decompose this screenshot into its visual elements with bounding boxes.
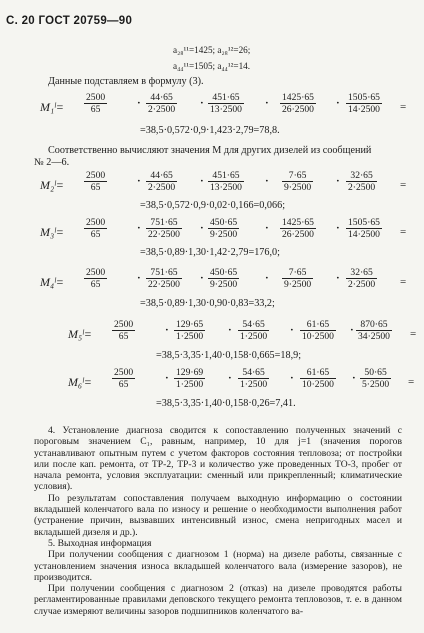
multiply-sign: · (137, 222, 141, 234)
fraction: $\frac{450\cdot 65}{9\cdot 2500}$ (210, 267, 238, 290)
coefficients-line-1: a₂₈¹¹=1425; a₂₈¹²=26; (173, 45, 251, 55)
fraction: $\frac{129\cdot 69}{1\cdot 2500}$ (176, 367, 204, 390)
multiply-sign: · (265, 222, 269, 234)
fraction: $\frac{44\cdot 65}{2\cdot 2500}$ (148, 170, 176, 193)
multiply-sign: · (352, 372, 356, 384)
multiply-sign: · (165, 372, 169, 384)
body-text (34, 425, 402, 617)
formula-result: =38,5·3,35·1,40·0,158·0,665=18,9; (156, 350, 302, 361)
equals-sign: = (410, 328, 417, 340)
fraction: $\frac{1425\cdot 65}{26\cdot 2500}$ (282, 92, 314, 115)
fraction: $\frac{7\cdot 65}{9\cdot 2500}$ (284, 170, 312, 193)
mid-text-line-1: Соответственно вычисляют значения M для других дизелей из сообщений (48, 145, 372, 156)
fraction: $\frac{54\cdot 65}{1\cdot 2500}$ (240, 319, 268, 342)
section-heading-output: 5. Выходная информация (48, 537, 152, 549)
formula-label: M₄ˡ= (40, 275, 64, 289)
fraction: $\frac{61\cdot 65}{10\cdot 2500}$ (302, 319, 334, 342)
paragraph-diagnosis-2: При получении сообщения с диагнозом 2 (отказ) на дизеле проводятся работы регламентированные правилами деповского текущего ремонта тепловозов, т. е. в данном случае измеряют величины зазоров подшипников коленчатого ва- (34, 583, 402, 617)
formula-label: M₃ˡ= (40, 225, 64, 239)
formula-result: =38,5·3,35·1,40·0,158·0,26=7,41. (156, 398, 296, 409)
multiply-sign: · (137, 272, 141, 284)
equals-sign: = (400, 179, 407, 191)
equals-sign: = (408, 376, 415, 388)
fraction: $\frac{2500}{65}$ (86, 217, 106, 240)
fraction: $\frac{32\cdot 65}{2\cdot 2500}$ (348, 267, 376, 290)
multiply-sign: · (265, 175, 269, 187)
multiply-sign: · (200, 222, 204, 234)
multiply-sign: · (336, 222, 340, 234)
multiply-sign: · (290, 324, 294, 336)
multiply-sign: · (350, 324, 354, 336)
intro-text: Данные подставляем в формулу (3). (48, 76, 204, 87)
fraction: $\frac{44\cdot 65}{2\cdot 2500}$ (148, 92, 176, 115)
multiply-sign: · (200, 175, 204, 187)
equals-sign: = (400, 276, 407, 288)
formula-label: M₅ˡ= (68, 327, 92, 341)
fraction: $\frac{451\cdot 65}{13\cdot 2500}$ (210, 92, 242, 115)
fraction: $\frac{751\cdot 65}{22\cdot 2500}$ (148, 217, 180, 240)
multiply-sign: · (336, 272, 340, 284)
multiply-sign: · (290, 372, 294, 384)
multiply-sign: · (265, 272, 269, 284)
paragraph-comparison: По результатам сопоставления получаем выходную информацию о состоянии вкладышей коленчатого вала по износу и решение о необходимости выполнения работ (устранение причин, вызвавших интенсивный износ, смена непригодных масел и вкладышей дизеля и др.). (34, 492, 402, 538)
fraction: $\frac{129\cdot 65}{1\cdot 2500}$ (176, 319, 204, 342)
equals-sign: = (400, 226, 407, 238)
fraction: $\frac{1425\cdot 65}{26\cdot 2500}$ (282, 217, 314, 240)
formula-result: =38,5·0,89·1,30·1,42·2,79=176,0; (140, 247, 280, 258)
formula-result: =38,5·0,572·0,9·1,423·2,79=78,8. (140, 125, 280, 136)
fraction: $\frac{1505\cdot 65}{14\cdot 2500}$ (348, 92, 380, 115)
fraction: $\frac{870\cdot 65}{34\cdot 2500}$ (358, 319, 390, 342)
fraction: $\frac{54\cdot 65}{1\cdot 2500}$ (240, 367, 268, 390)
fraction: $\frac{2500}{65}$ (86, 267, 106, 290)
mid-text-line-2: № 2—6. (34, 157, 70, 168)
multiply-sign: · (265, 97, 269, 109)
formula-result: =38,5·0,572·0,9·0,02·0,166=0,066; (140, 200, 286, 211)
fraction: $\frac{451\cdot 65}{13\cdot 2500}$ (210, 170, 242, 193)
multiply-sign: · (336, 175, 340, 187)
fraction: $\frac{751\cdot 65}{22\cdot 2500}$ (148, 267, 180, 290)
multiply-sign: · (200, 97, 204, 109)
fraction: $\frac{32\cdot 65}{2\cdot 2500}$ (348, 170, 376, 193)
formula-label: M₁ˡ= (40, 100, 64, 114)
fraction: $\frac{7\cdot 65}{9\cdot 2500}$ (284, 267, 312, 290)
fraction: $\frac{61\cdot 65}{10\cdot 2500}$ (302, 367, 334, 390)
formula-label: M₂ˡ= (40, 178, 64, 192)
formula-label: M₆ˡ= (68, 375, 92, 389)
page-header: С. 20 ГОСТ 20759—90 (6, 15, 133, 27)
paragraph-diagnosis: 4. Установление диагноза сводится к сопоставлению полученных значений с пороговым значением C₁, равным, например, 10 для j=1 (значения порогов устанавливают опытным путем с учетом факторов состояния тепловоза; от постройки или после кап. ремонта, от ТР-2, ТР-3 и количество уже проведенных ТО-3, пробег от начала ремонта, условия эксплуатации: сменный или прикрепленный; климатические условия). (34, 425, 402, 493)
formula-result: =38,5·0,89·1,30·0,90·0,83=33,2; (140, 298, 275, 309)
fraction: $\frac{50\cdot 65}{5\cdot 2500}$ (362, 367, 390, 390)
fraction: $\frac{2500}{65}$ (86, 170, 106, 193)
multiply-sign: · (165, 324, 169, 336)
multiply-sign: · (228, 372, 232, 384)
paragraph-diagnosis-1: При получении сообщения с диагнозом 1 (норма) на дизеле работы, связанные с установлением значения износа вкладышей коленчатого вала (измерение зазоров), не производится. (34, 549, 402, 583)
fraction: $\frac{2500}{65}$ (114, 319, 134, 342)
fraction: $\frac{1505\cdot 65}{14\cdot 2500}$ (348, 217, 380, 240)
fraction: $\frac{450\cdot 65}{9\cdot 2500}$ (210, 217, 238, 240)
equals-sign: = (400, 101, 407, 113)
multiply-sign: · (200, 272, 204, 284)
coefficients-line-2: a₄₄¹¹=1505; a₄₄¹²=14. (173, 61, 251, 71)
fraction: $\frac{2500}{65}$ (86, 92, 106, 115)
multiply-sign: · (228, 324, 232, 336)
multiply-sign: · (137, 175, 141, 187)
multiply-sign: · (336, 97, 340, 109)
multiply-sign: · (137, 97, 141, 109)
fraction: $\frac{2500}{65}$ (114, 367, 134, 390)
